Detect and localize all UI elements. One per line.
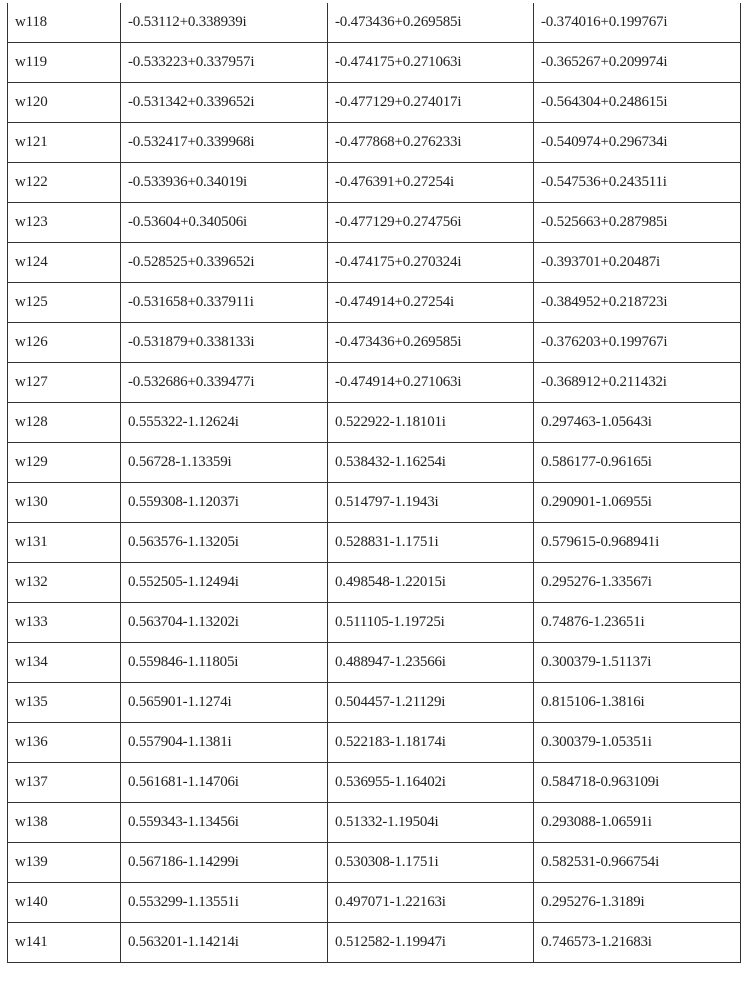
- row-label: w130: [8, 483, 121, 523]
- row-label: w118: [8, 3, 121, 43]
- table-row: [8, 483, 741, 523]
- complex-value-cell: 0.56728-1.13359i: [121, 443, 328, 483]
- complex-value-cell: -0.393701+0.20487i: [534, 243, 741, 283]
- data-table: [7, 3, 741, 963]
- row-label: w121: [8, 123, 121, 163]
- table-row: [8, 803, 741, 843]
- row-label: w139: [8, 843, 121, 883]
- complex-value-cell: 0.567186-1.14299i: [121, 843, 328, 883]
- complex-value-cell: -0.474175+0.270324i: [328, 243, 534, 283]
- complex-value-cell: 0.559308-1.12037i: [121, 483, 328, 523]
- complex-value-cell: -0.474175+0.271063i: [328, 43, 534, 83]
- complex-value-cell: 0.295276-1.3189i: [534, 883, 741, 923]
- complex-value-cell: 0.563201-1.14214i: [121, 923, 328, 963]
- complex-value-cell: 0.74876-1.23651i: [534, 603, 741, 643]
- row-label: w124: [8, 243, 121, 283]
- row-label: w141: [8, 923, 121, 963]
- row-label: w129: [8, 443, 121, 483]
- complex-value-cell: 0.565901-1.1274i: [121, 683, 328, 723]
- table-row: [8, 283, 741, 323]
- complex-value-cell: -0.53604+0.340506i: [121, 203, 328, 243]
- complex-value-cell: 0.295276-1.33567i: [534, 563, 741, 603]
- row-label: w135: [8, 683, 121, 723]
- table-body: [8, 3, 741, 963]
- complex-value-cell: 0.504457-1.21129i: [328, 683, 534, 723]
- row-label: w128: [8, 403, 121, 443]
- row-label: w123: [8, 203, 121, 243]
- complex-value-cell: 0.530308-1.1751i: [328, 843, 534, 883]
- row-label: w134: [8, 643, 121, 683]
- complex-value-cell: 0.290901-1.06955i: [534, 483, 741, 523]
- row-label: w125: [8, 283, 121, 323]
- table-row: [8, 763, 741, 803]
- complex-value-cell: 0.514797-1.1943i: [328, 483, 534, 523]
- complex-value-cell: -0.477129+0.274756i: [328, 203, 534, 243]
- table-row: [8, 123, 741, 163]
- table-row: [8, 323, 741, 363]
- table-row: [8, 43, 741, 83]
- table-row: [8, 443, 741, 483]
- complex-value-cell: -0.473436+0.269585i: [328, 323, 534, 363]
- complex-value-cell: 0.563576-1.13205i: [121, 523, 328, 563]
- complex-value-cell: 0.497071-1.22163i: [328, 883, 534, 923]
- complex-value-cell: 0.300379-1.51137i: [534, 643, 741, 683]
- complex-value-cell: -0.365267+0.209974i: [534, 43, 741, 83]
- complex-value-cell: -0.533936+0.34019i: [121, 163, 328, 203]
- table-row: [8, 883, 741, 923]
- complex-value-cell: -0.532686+0.339477i: [121, 363, 328, 403]
- complex-value-cell: 0.498548-1.22015i: [328, 563, 534, 603]
- complex-value-cell: 0.528831-1.1751i: [328, 523, 534, 563]
- table-row: [8, 83, 741, 123]
- complex-value-cell: -0.477868+0.276233i: [328, 123, 534, 163]
- complex-value-cell: -0.384952+0.218723i: [534, 283, 741, 323]
- complex-value-cell: 0.488947-1.23566i: [328, 643, 534, 683]
- table-row: [8, 603, 741, 643]
- complex-value-cell: 0.553299-1.13551i: [121, 883, 328, 923]
- complex-value-cell: 0.584718-0.963109i: [534, 763, 741, 803]
- complex-value-cell: -0.477129+0.274017i: [328, 83, 534, 123]
- complex-value-cell: 0.522183-1.18174i: [328, 723, 534, 763]
- complex-value-cell: 0.579615-0.968941i: [534, 523, 741, 563]
- complex-value-cell: -0.531658+0.337911i: [121, 283, 328, 323]
- complex-value-cell: -0.525663+0.287985i: [534, 203, 741, 243]
- complex-value-cell: 0.552505-1.12494i: [121, 563, 328, 603]
- complex-value-cell: -0.533223+0.337957i: [121, 43, 328, 83]
- row-label: w133: [8, 603, 121, 643]
- complex-value-cell: -0.531879+0.338133i: [121, 323, 328, 363]
- row-label: w126: [8, 323, 121, 363]
- complex-value-cell: 0.51332-1.19504i: [328, 803, 534, 843]
- row-label: w122: [8, 163, 121, 203]
- complex-value-cell: 0.522922-1.18101i: [328, 403, 534, 443]
- complex-value-cell: -0.473436+0.269585i: [328, 3, 534, 43]
- complex-value-cell: -0.368912+0.211432i: [534, 363, 741, 403]
- complex-value-cell: 0.555322-1.12624i: [121, 403, 328, 443]
- row-label: w132: [8, 563, 121, 603]
- complex-value-cell: -0.376203+0.199767i: [534, 323, 741, 363]
- complex-value-cell: 0.746573-1.21683i: [534, 923, 741, 963]
- complex-value-cell: 0.559846-1.11805i: [121, 643, 328, 683]
- row-label: w140: [8, 883, 121, 923]
- row-label: w137: [8, 763, 121, 803]
- complex-value-cell: 0.557904-1.1381i: [121, 723, 328, 763]
- table-row: [8, 523, 741, 563]
- table-row: [8, 843, 741, 883]
- complex-value-cell: 0.561681-1.14706i: [121, 763, 328, 803]
- complex-value-cell: 0.815106-1.3816i: [534, 683, 741, 723]
- table-row: [8, 403, 741, 443]
- complex-value-cell: -0.532417+0.339968i: [121, 123, 328, 163]
- complex-value-cell: -0.540974+0.296734i: [534, 123, 741, 163]
- complex-value-cell: 0.293088-1.06591i: [534, 803, 741, 843]
- complex-value-cell: -0.476391+0.27254i: [328, 163, 534, 203]
- table-row: [8, 203, 741, 243]
- row-label: w136: [8, 723, 121, 763]
- row-label: w138: [8, 803, 121, 843]
- complex-value-cell: -0.547536+0.243511i: [534, 163, 741, 203]
- complex-value-cell: 0.511105-1.19725i: [328, 603, 534, 643]
- table-row: [8, 643, 741, 683]
- complex-value-cell: -0.564304+0.248615i: [534, 83, 741, 123]
- complex-value-cell: -0.528525+0.339652i: [121, 243, 328, 283]
- complex-value-cell: 0.300379-1.05351i: [534, 723, 741, 763]
- row-label: w119: [8, 43, 121, 83]
- complex-value-cell: -0.474914+0.271063i: [328, 363, 534, 403]
- complex-value-cell: 0.512582-1.19947i: [328, 923, 534, 963]
- complex-value-cell: -0.474914+0.27254i: [328, 283, 534, 323]
- complex-value-cell: -0.53112+0.338939i: [121, 3, 328, 43]
- row-label: w131: [8, 523, 121, 563]
- complex-value-cell: 0.536955-1.16402i: [328, 763, 534, 803]
- complex-value-cell: 0.586177-0.96165i: [534, 443, 741, 483]
- row-label: w127: [8, 363, 121, 403]
- table-row: [8, 243, 741, 283]
- complex-value-cell: 0.582531-0.966754i: [534, 843, 741, 883]
- complex-value-cell: 0.297463-1.05643i: [534, 403, 741, 443]
- table-row: [8, 923, 741, 963]
- table-row: [8, 683, 741, 723]
- complex-value-cell: 0.559343-1.13456i: [121, 803, 328, 843]
- complex-value-cell: -0.374016+0.199767i: [534, 3, 741, 43]
- row-label: w120: [8, 83, 121, 123]
- table-row: [8, 563, 741, 603]
- complex-value-cell: 0.538432-1.16254i: [328, 443, 534, 483]
- table-row: [8, 163, 741, 203]
- table-row: [8, 723, 741, 763]
- table-row: [8, 3, 741, 43]
- complex-value-cell: -0.531342+0.339652i: [121, 83, 328, 123]
- table-row: [8, 363, 741, 403]
- complex-value-cell: 0.563704-1.13202i: [121, 603, 328, 643]
